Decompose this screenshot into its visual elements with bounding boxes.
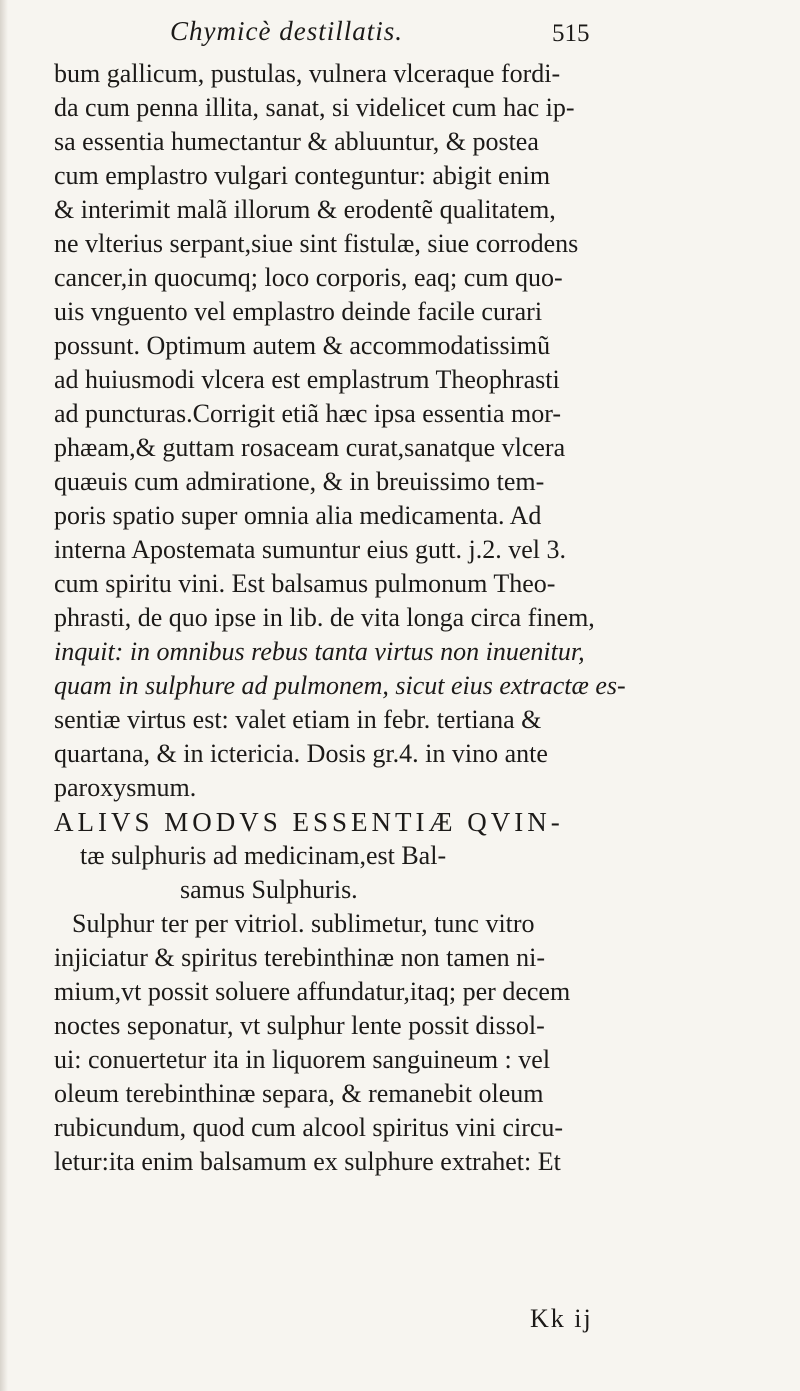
section-heading-continued: samus Sulphuris.	[180, 875, 358, 904]
text-line: quæuis cum admiratione, & in breuissimo tem-	[54, 467, 545, 496]
text-line: da cum penna illita, sanat, si videlicet cum hac ip-	[54, 93, 575, 122]
text-line: poris spatio super omnia alia medicamenta. Ad	[54, 501, 542, 530]
text-line-italic: inquit: in omnibus rebus tanta virtus non inuenitur,	[54, 637, 585, 666]
text-line: phrasti, de quo ipse in lib. de vita longa circa finem,	[54, 603, 595, 632]
running-title: Chymicè destillatis.	[170, 16, 403, 46]
text-line: mium,vt possit soluere affundatur,itaq; per decem	[54, 977, 571, 1006]
text-line: sa essentia humectantur & abluuntur, & postea	[54, 127, 539, 156]
section-heading: ALIVS MODVS ESSENTIÆ QVIN-	[54, 807, 564, 837]
section-heading-continued: tæ sulphuris ad medicinam,est Bal-	[80, 841, 447, 870]
text-line: noctes seponatur, vt sulphur lente possit dissol-	[54, 1011, 545, 1040]
catchword-signature: Kk ij	[530, 1304, 593, 1333]
text-line: rubicundum, quod cum alcool spiritus vini circu-	[54, 1113, 564, 1142]
text-line: & interimit malã illorum & erodentẽ qualitatem,	[54, 195, 556, 224]
text-line: interna Apostemata sumuntur eius gutt. j.2. vel 3.	[54, 535, 566, 564]
text-line: oleum terebinthinæ separa, & remanebit oleum	[54, 1079, 544, 1108]
text-line: uis vnguento vel emplastro deinde facile curari	[54, 297, 543, 326]
text-line: cum emplastro vulgari conteguntur: abigit enim	[54, 161, 551, 190]
text-line: cum spiritu vini. Est balsamus pulmonum Theo-	[54, 569, 556, 598]
text-line: bum gallicum, pustulas, vulnera vlceraque fordi-	[54, 59, 561, 88]
text-line: injiciatur & spiritus terebinthinæ non tamen ni-	[54, 943, 546, 972]
page-gutter-shadow	[0, 0, 8, 1391]
text-line-italic: quam in sulphure ad pulmonem, sicut eius extractæ es-	[54, 671, 626, 700]
text-line: cancer,in quocumq; loco corporis, eaq; cum quo-	[54, 263, 563, 292]
text-line: quartana, & in ictericia. Dosis gr.4. in vino ante	[54, 739, 548, 768]
text-line: ne vlterius serpant,siue sint fistulæ, siue corrodens	[54, 229, 579, 258]
page-number: 515	[552, 20, 590, 47]
text-line: letur:ita enim balsamum ex sulphure extrahet: Et	[54, 1147, 561, 1176]
text-line: paroxysmum.	[54, 773, 197, 802]
page-header	[150, 12, 650, 52]
text-line: Sulphur ter per vitriol. sublimetur, tunc vitro	[72, 909, 535, 938]
text-line: phæam,& guttam rosaceam curat,sanatque vlcera	[54, 433, 566, 462]
text-line: ad huiusmodi vlcera est emplastrum Theophrasti	[54, 365, 560, 394]
text-line: ad puncturas.Corrigit etiã hæc ipsa essentia mor-	[54, 399, 562, 428]
text-line: ui: conuertetur ita in liquorem sanguineum : vel	[54, 1045, 551, 1074]
text-line: possunt. Optimum autem & accommodatissimũ	[54, 331, 551, 360]
text-line: sentiæ virtus est: valet etiam in febr. tertiana &	[54, 705, 542, 734]
